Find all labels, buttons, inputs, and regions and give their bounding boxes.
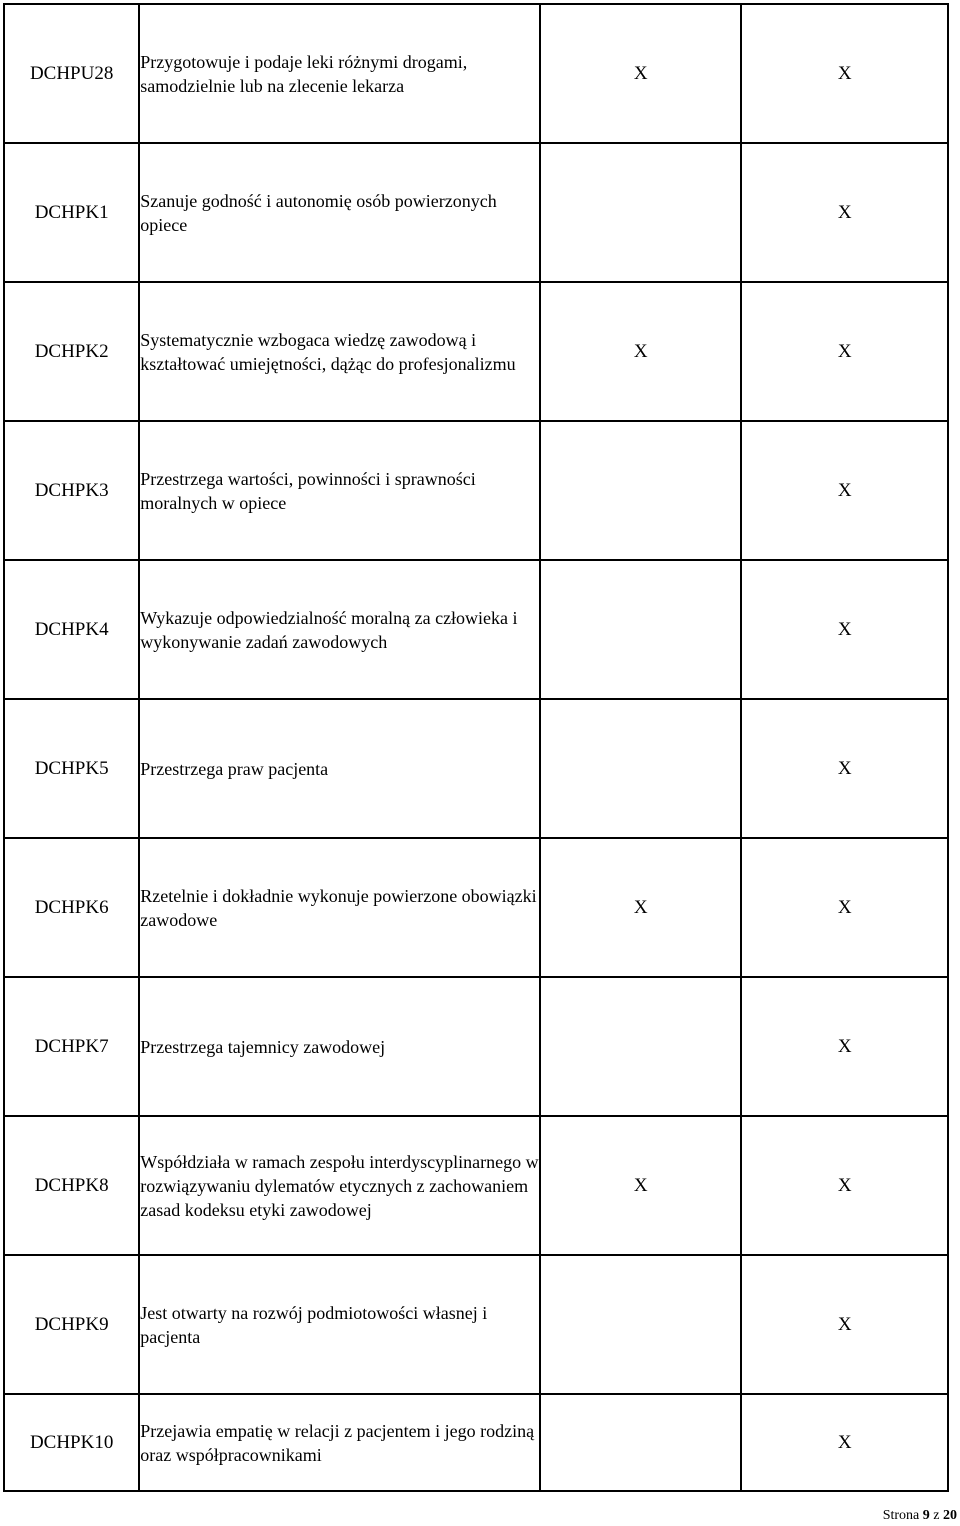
row-code: DCHPK6 — [4, 838, 139, 977]
competency-table-body — [4, 4, 948, 1491]
row-description: Rzetelnie i dokładnie wykonuje powierzone obowiązki zawodowe — [139, 838, 540, 977]
total-pages-number: 20 — [943, 1508, 957, 1523]
row-code: DCHPK9 — [4, 1255, 139, 1394]
row-mark-column-2: X — [741, 1116, 948, 1255]
table-row — [4, 838, 948, 977]
row-mark-column-1: X — [540, 282, 741, 421]
current-page-number: 9 — [922, 1508, 930, 1523]
row-mark-column-1 — [540, 421, 741, 560]
row-code: DCHPK7 — [4, 977, 139, 1116]
page-number-footer — [883, 1508, 957, 1524]
row-mark-column-2: X — [741, 282, 948, 421]
row-description: Jest otwarty na rozwój podmiotowości własnej i pacjenta — [139, 1255, 540, 1394]
row-code: DCHPU28 — [4, 4, 139, 143]
row-code: DCHPK8 — [4, 1116, 139, 1255]
page-label: Strona — [882, 1508, 920, 1523]
row-mark-column-2: X — [741, 1394, 948, 1491]
row-mark-column-2: X — [741, 1255, 948, 1394]
table-row — [4, 282, 948, 421]
row-code: DCHPK2 — [4, 282, 139, 421]
row-mark-column-1 — [540, 1394, 741, 1491]
row-mark-column-1 — [540, 1255, 741, 1394]
row-mark-column-1 — [540, 560, 741, 699]
row-mark-column-2: X — [741, 699, 948, 838]
row-code: DCHPK4 — [4, 560, 139, 699]
row-code: DCHPK5 — [4, 699, 139, 838]
row-mark-column-1 — [540, 143, 741, 282]
row-description: Systematycznie wzbogaca wiedzę zawodową i kształtować umiejętności, dążąc do profesjonalizmu — [139, 282, 540, 421]
row-code: DCHPK3 — [4, 421, 139, 560]
row-mark-column-1: X — [540, 4, 741, 143]
row-description: Przestrzega wartości, powinności i sprawności moralnych w opiece — [139, 421, 540, 560]
row-description: Przestrzega tajemnicy zawodowej — [139, 977, 540, 1116]
table-row — [4, 560, 948, 699]
table-row — [4, 1116, 948, 1255]
row-description: Szanuje godność i autonomię osób powierzonych opiece — [139, 143, 540, 282]
row-code: DCHPK1 — [4, 143, 139, 282]
row-mark-column-2: X — [741, 421, 948, 560]
row-description: Przygotowuje i podaje leki różnymi drogami, samodzielnie lub na zlecenie lekarza — [139, 4, 540, 143]
row-mark-column-1: X — [540, 1116, 741, 1255]
row-mark-column-2: X — [741, 560, 948, 699]
row-description: Współdziała w ramach zespołu interdyscyplinarnego w rozwiązywaniu dylematów etycznych z zachowaniem zasad kodeksu etyki zawodowej — [139, 1116, 540, 1255]
table-row — [4, 421, 948, 560]
row-mark-column-1: X — [540, 838, 741, 977]
row-mark-column-1 — [540, 699, 741, 838]
table-row — [4, 4, 948, 143]
row-description: Wykazuje odpowiedzialność moralną za człowieka i wykonywanie zadań zawodowych — [139, 560, 540, 699]
table-row — [4, 143, 948, 282]
row-mark-column-1 — [540, 977, 741, 1116]
page-separator: z — [933, 1508, 940, 1523]
row-description: Przejawia empatię w relacji z pacjentem i jego rodziną oraz współpracownikami — [139, 1394, 540, 1491]
row-mark-column-2: X — [741, 4, 948, 143]
row-mark-column-2: X — [741, 977, 948, 1116]
table-row — [4, 699, 948, 838]
table-row — [4, 977, 948, 1116]
row-mark-column-2: X — [741, 143, 948, 282]
competency-table — [3, 3, 949, 1492]
table-row — [4, 1255, 948, 1394]
row-code: DCHPK10 — [4, 1394, 139, 1491]
row-mark-column-2: X — [741, 838, 948, 977]
row-description: Przestrzega praw pacjenta — [139, 699, 540, 838]
table-row — [4, 1394, 948, 1491]
